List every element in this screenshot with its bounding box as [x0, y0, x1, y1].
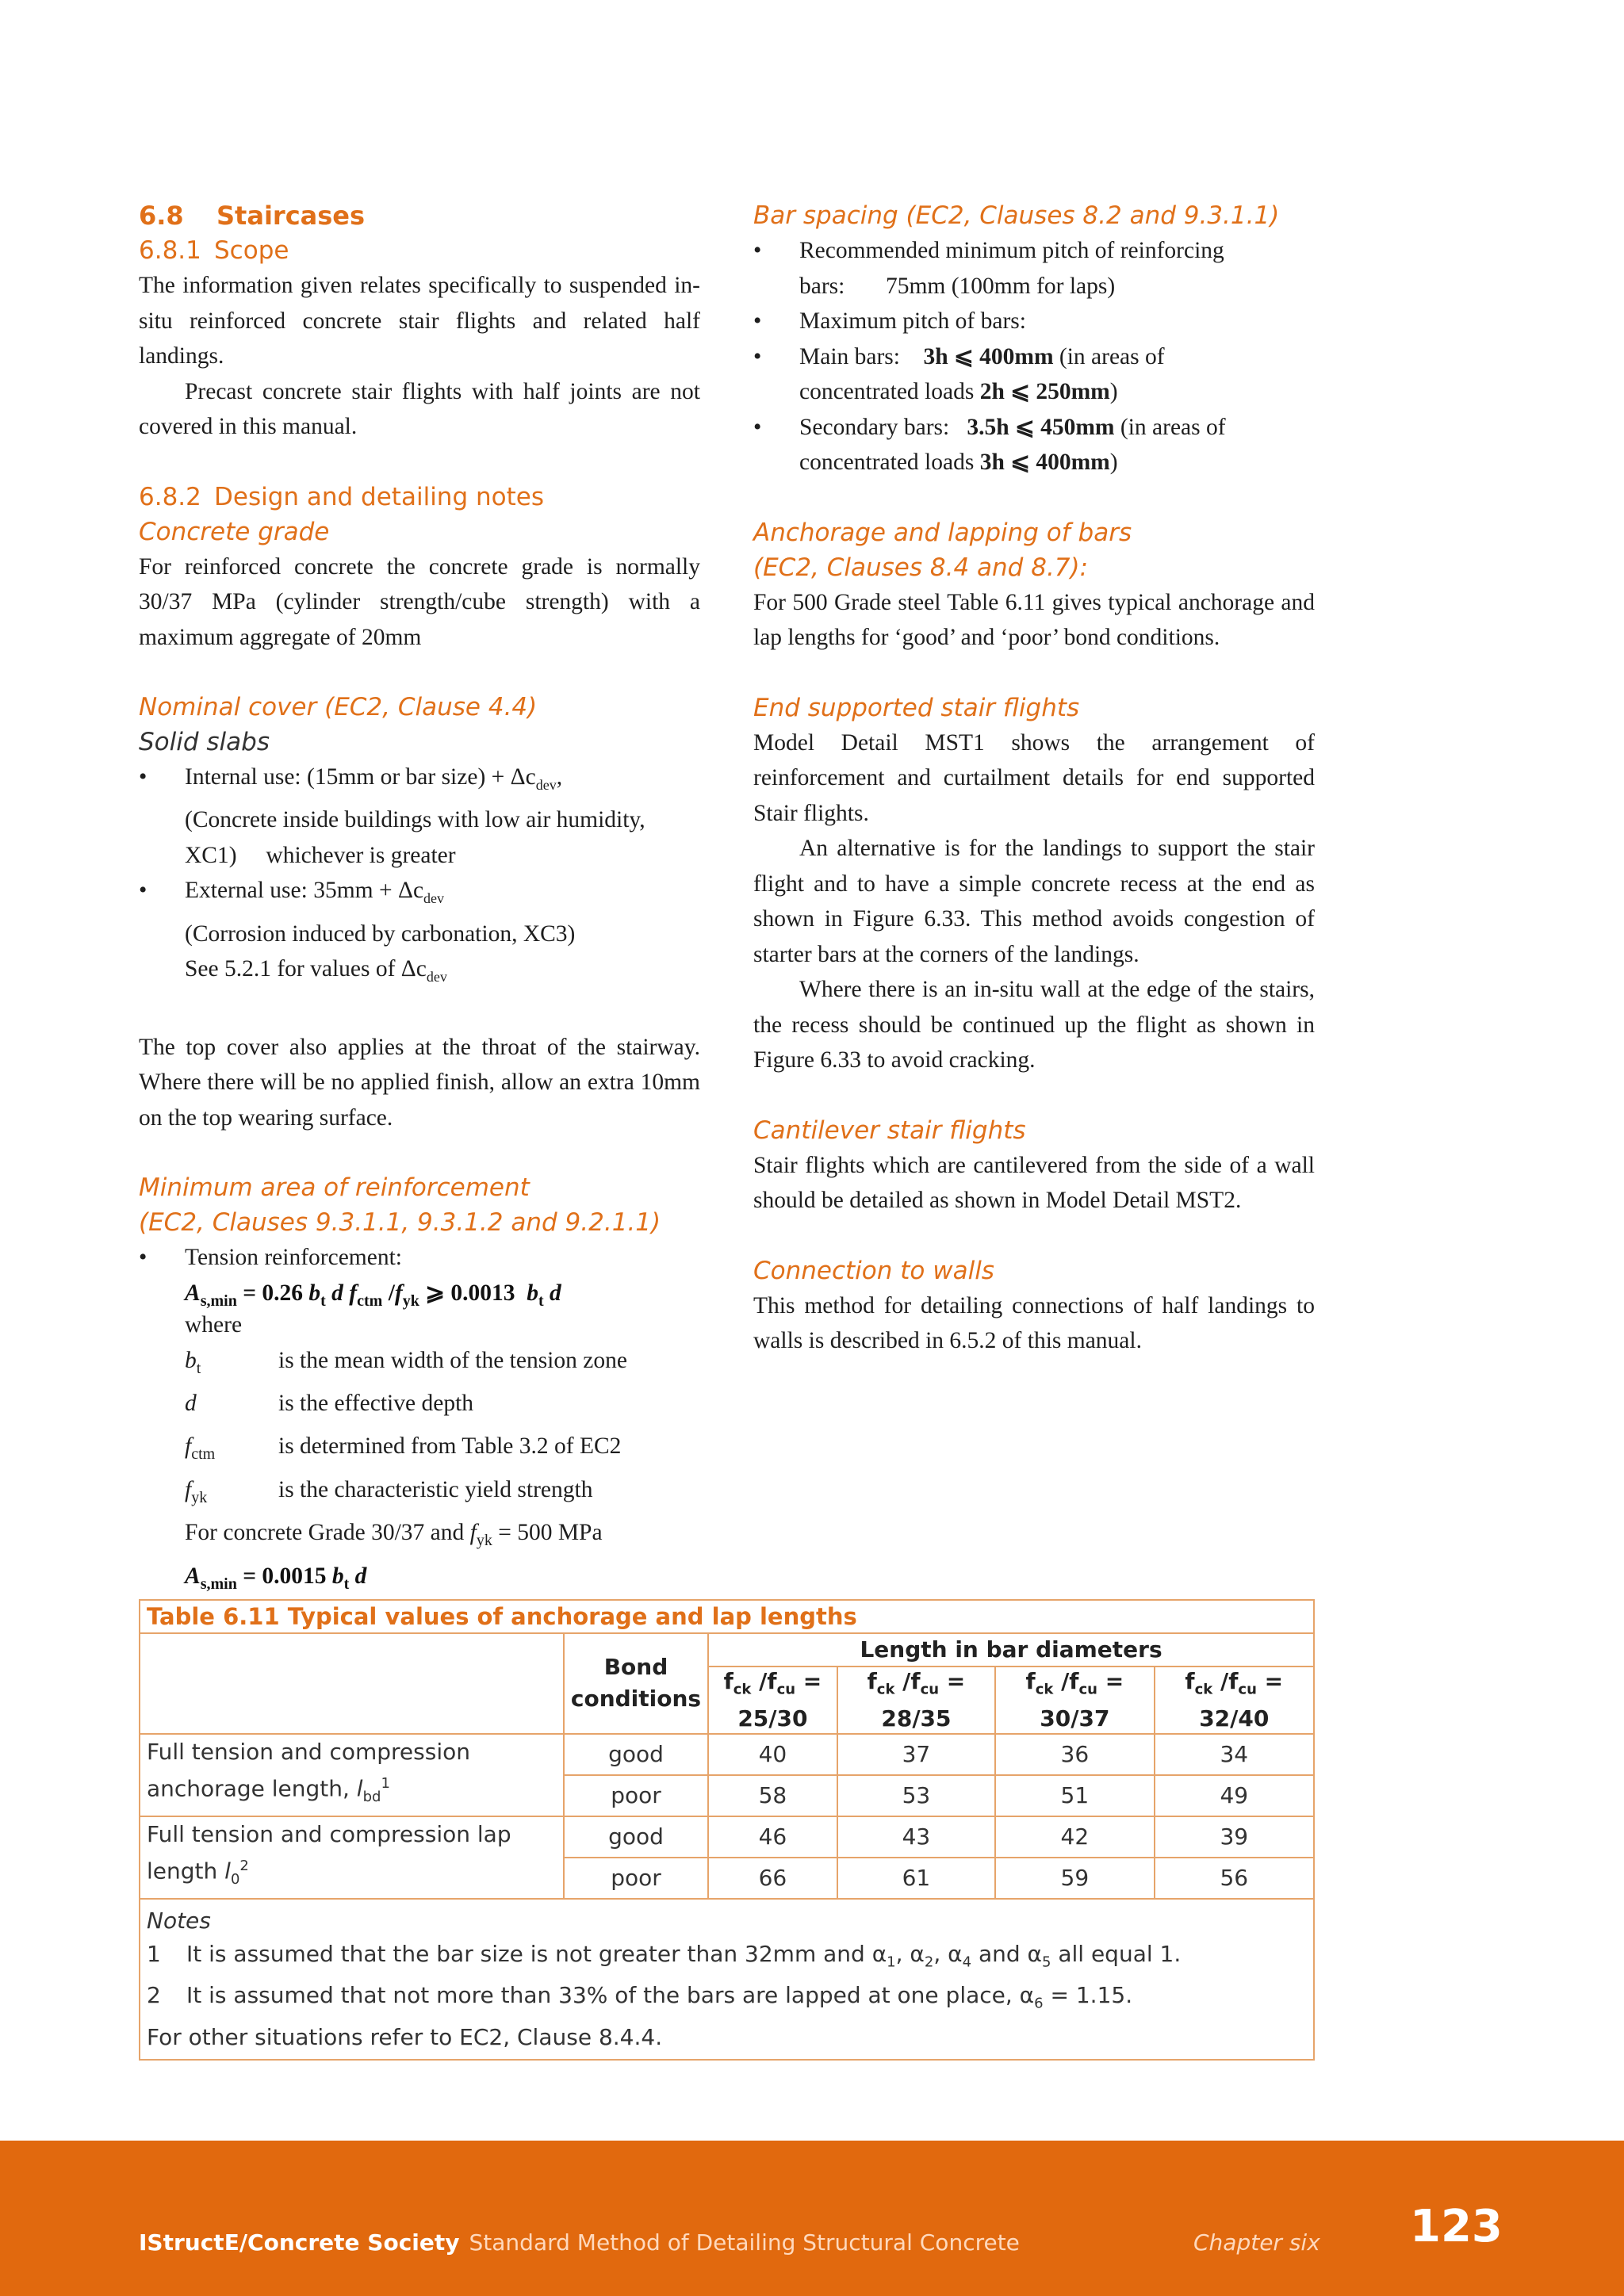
- external-use-bullet: [139, 873, 700, 994]
- secondary-bars-bullet: [753, 410, 1315, 480]
- footnote-ref: 2: [239, 1858, 249, 1875]
- internal-use-text: Internal use: (15mm or bar size) + Δc: [185, 764, 536, 790]
- max-pitch-bullet: • Maximum pitch of bars:: [753, 304, 1315, 339]
- symbol: l: [224, 1858, 231, 1885]
- grade-line: For concrete Grade 30/37 and $f_{yk} = 500$ MPa: [185, 1520, 603, 1550]
- solid-slabs-heading: Solid slabs: [139, 728, 270, 756]
- scope-paragraph-2: Precast concrete stair flights with half joints are not covered in this manual.: [139, 378, 700, 439]
- grade-value: 32/40: [1199, 1705, 1270, 1732]
- paren: ): [1109, 450, 1118, 475]
- table-row: [140, 1734, 1313, 1775]
- subsection-heading-scope: [139, 233, 700, 268]
- note-text: It is assumed that not more than 33% of the bars are lapped at one place, α: [186, 1982, 1035, 2009]
- min-pitch-bullet: [753, 233, 1315, 304]
- subscript: dev: [423, 890, 445, 907]
- concrete-grade-heading: Concrete grade: [139, 517, 330, 546]
- main-bars-conc-value: 2h ⩽ 250mm: [979, 379, 1110, 404]
- bond-poor: poor: [564, 1775, 708, 1816]
- def-text: is the effective depth: [278, 1390, 474, 1416]
- definition-row: [139, 1472, 700, 1515]
- footer-brand: [139, 2229, 1020, 2256]
- table-cell: 53: [837, 1775, 995, 1816]
- paren: ): [1109, 379, 1118, 404]
- secondary-bars-conc-value: 3h ⩽ 400mm: [979, 450, 1110, 475]
- def-symbol: $f_{yk}$: [185, 1476, 208, 1506]
- internal-use-line-2: (Concrete inside buildings with low air humidity,: [185, 807, 645, 833]
- main-bars-bullet: [753, 339, 1315, 410]
- bond-poor: poor: [564, 1858, 708, 1899]
- where-label: where: [185, 1312, 243, 1338]
- subsection-heading-design: [139, 480, 700, 515]
- comma: ,: [556, 764, 563, 790]
- row-label-text: Full tension and compression anchorage length,: [147, 1739, 470, 1802]
- min-pitch-line-1: Recommended minimum pitch of reinforcing: [799, 238, 1224, 263]
- table-title: Table 6.11 Typical values of anchorage and lap lengths: [140, 1601, 1313, 1634]
- def-text: is determined from Table 3.2 of EC2: [278, 1433, 622, 1460]
- def-text: is the characteristic yield strength: [278, 1476, 593, 1502]
- anchorage-heading-line-1: Anchorage and lapping of bars: [753, 518, 1132, 547]
- row-label-text: Full tension and compression lap length: [147, 1821, 511, 1885]
- definition-row: [139, 1386, 700, 1429]
- secondary-bars-note: (in areas of: [1114, 414, 1226, 440]
- subscript: 0: [230, 1871, 240, 1888]
- min-area-heading: [139, 1170, 700, 1240]
- tension-bullet: • Tension reinforcement:: [139, 1240, 700, 1276]
- grade-value: 28/35: [881, 1705, 952, 1732]
- table-cell: 51: [995, 1775, 1154, 1816]
- internal-use-bullet: [139, 760, 700, 873]
- grade-line-text: For concrete Grade 30/37 and: [185, 1520, 470, 1546]
- length-header: Length in bar diameters: [708, 1634, 1313, 1667]
- grade-line-value: = 500 MPa: [492, 1520, 603, 1546]
- def-text: is the mean width of the tension zone: [278, 1347, 627, 1373]
- end-supported-paragraph-3: Where there is an in-situ wall at the edge of the stairs, the recess should be continued up the flight as shown in Figure 6.33 to avoid cracking.: [753, 977, 1315, 1073]
- def-symbol: $f_{ctm}$: [185, 1433, 216, 1464]
- main-bars-note: (in areas of: [1053, 343, 1165, 369]
- def-symbol: d: [185, 1390, 197, 1416]
- nominal-cover-heading: Nominal cover (EC2, Clause 4.4): [139, 693, 538, 721]
- secondary-bars-value: 3.5h ⩽ 450mm: [967, 414, 1115, 440]
- subscript: dev: [535, 776, 557, 793]
- bar-spacing-heading: Bar spacing (EC2, Clauses 8.2 and 9.3.1.1): [753, 201, 1280, 230]
- table-cell: 42: [995, 1816, 1154, 1858]
- table-cell: 43: [837, 1816, 995, 1858]
- footer-publication: Standard Method of Detailing Structural Concrete: [469, 2229, 1020, 2256]
- external-use-line-2: (Corrosion induced by carbonation, XC3): [185, 920, 576, 947]
- min-area-heading-line-1: Minimum area of reinforcement: [139, 1173, 530, 1203]
- symbol: l: [356, 1775, 363, 1802]
- main-bars-line-2: concentrated loads: [799, 379, 980, 404]
- formula-as-min: $A_{s,min} = 0.26$ $b_t$ d $f_{ctm}$ $/f_{yk}$ ⩾ 0.0013 $b_t$ d: [185, 1280, 561, 1310]
- end-supported-paragraph-1: Model Detail MST1 shows the arrangement of reinforcement and curtailment details for end supported Stair flights.: [753, 729, 1315, 826]
- grade-value: 25/30: [737, 1705, 808, 1732]
- subscript: dev: [426, 969, 447, 985]
- cantilever-heading: Cantilever stair flights: [753, 1115, 1026, 1145]
- table-cell: 40: [708, 1734, 837, 1775]
- table-cell: 58: [708, 1775, 837, 1816]
- anchorage-paragraph: For 500 Grade steel Table 6.11 gives typical anchorage and lap lengths for ‘good’ and ‘poor’ bond conditions.: [753, 589, 1315, 650]
- grade-header: $f_{ck}$ $/f_{cu}$ = 30/37: [995, 1667, 1154, 1734]
- external-use-line-3: See 5.2.1 for values of Δc: [185, 956, 427, 982]
- row-label-lap: [140, 1816, 564, 1899]
- table-cell: 39: [1155, 1816, 1313, 1858]
- def-symbol: $b_t$: [185, 1347, 201, 1377]
- definitions-list: [139, 1343, 700, 1516]
- note-3: For other situations refer to EC2, Clause 8.4.4.: [147, 2023, 663, 2050]
- concrete-grade-paragraph: For reinforced concrete the concrete grade is normally 30/37 MPa (cylinder strength/cube strength) with a maximum aggregate of 20mm: [139, 553, 700, 650]
- note-number: 2: [147, 1982, 161, 2009]
- bond-good: good: [564, 1816, 708, 1858]
- min-area-heading-line-2: (EC2, Clauses 9.3.1.1, 9.3.1.2 and 9.2.1.1): [139, 1208, 661, 1238]
- cantilever-paragraph: Stair flights which are cantilevered from the side of a wall should be detailed as shown in Model Detail MST2.: [753, 1152, 1315, 1213]
- top-cover-paragraph: The top cover also applies at the throat of the stairway. Where there will be no applied finish, allow an extra 10mm on the top wearing surface.: [139, 1034, 700, 1131]
- footer-chapter: Chapter six: [1193, 2229, 1320, 2256]
- section-number: 6.8: [139, 201, 184, 231]
- anchorage-lap-table: [139, 1599, 1315, 2061]
- right-column: [753, 198, 1315, 1359]
- table-cell: 66: [708, 1858, 837, 1899]
- table-header-row: [140, 1634, 1313, 1667]
- note-1: 1 It is assumed that the bar size is not greater than 32mm and $\alpha_1$, $\alpha_2$, $\alpha_4$ and $\alpha_5$ all equal 1.: [147, 1938, 1307, 1980]
- secondary-bars-line-2: concentrated loads: [799, 450, 980, 475]
- end-supported-heading: End supported stair flights: [753, 693, 1080, 722]
- anchorage-heading: [753, 515, 1315, 585]
- bond-good: good: [564, 1734, 708, 1775]
- subsection-number: 6.8.1: [139, 236, 201, 265]
- note-2: 2 It is assumed that not more than 33% of the bars are lapped at one place, $\alpha_6 = 1.15$.: [147, 1979, 1307, 2021]
- connection-heading: Connection to walls: [753, 1256, 994, 1285]
- grade-header: $f_{ck}$ $/f_{cu}$ = 28/35: [837, 1667, 995, 1734]
- row-label-anchorage: [140, 1734, 564, 1816]
- grade-value: 30/37: [1040, 1705, 1110, 1732]
- table-grid: [140, 1634, 1313, 1900]
- footer-org: IStructE/Concrete Society: [139, 2229, 460, 2256]
- page-number: 123: [1410, 2201, 1503, 2252]
- footnote-ref: 1: [381, 1775, 390, 1793]
- main-bars-value: 3h ⩽ 400mm: [923, 343, 1054, 369]
- grade-header: $f_{ck}$ $/f_{cu}$ = 32/40: [1155, 1667, 1313, 1734]
- subsection-title: Design and detailing notes: [214, 482, 544, 511]
- table-cell: 61: [837, 1858, 995, 1899]
- table-row: [140, 1816, 1313, 1858]
- subsection-title: Scope: [214, 236, 289, 265]
- min-pitch-line-2: bars: 75mm (100mm for laps): [799, 273, 1116, 299]
- secondary-bars-label: Secondary bars:: [799, 414, 967, 440]
- connection-paragraph: This method for detailing connections of half landings to walls is described in 6.5.2 of this manual.: [753, 1292, 1315, 1353]
- section-heading: [139, 198, 700, 233]
- table-cell: 49: [1155, 1775, 1313, 1816]
- end-supported-paragraph-2: An alternative is for the landings to support the stair flight and to have a simple concrete recess at the end as shown in Figure 6.33. This method avoids congestion of starter bars at the corners of the landings.: [753, 836, 1315, 967]
- anchorage-heading-line-2: (EC2, Clauses 8.4 and 8.7):: [753, 553, 1089, 582]
- section-title: Staircases: [216, 201, 366, 231]
- table-cell: 56: [1155, 1858, 1313, 1899]
- definition-row: [139, 1343, 700, 1386]
- empty-header-cell: [140, 1634, 564, 1734]
- table-cell: 46: [708, 1816, 837, 1858]
- scope-paragraph-1: The information given relates specifically to suspended in-situ reinforced concrete stair flights and related half landings.: [139, 273, 700, 369]
- main-bars-label: Main bars:: [799, 343, 924, 369]
- note-text: It is assumed that the bar size is not greater than 32mm and α: [186, 1940, 887, 1967]
- subsection-number: 6.8.2: [139, 482, 201, 511]
- notes-label: Notes: [147, 1907, 211, 1934]
- grade-header: $f_{ck}$ $/f_{cu}$ = 25/30: [708, 1667, 837, 1734]
- table-cell: 36: [995, 1734, 1154, 1775]
- table-cell: 37: [837, 1734, 995, 1775]
- formula-as-min-value: $A_{s,min} = 0.0015$ $b_t$ d: [185, 1563, 367, 1593]
- table-notes: [140, 1900, 1313, 2059]
- table-cell: 34: [1155, 1734, 1313, 1775]
- page-footer: [0, 2141, 1624, 2296]
- note-number: 1: [147, 1940, 161, 1967]
- bond-conditions-header: Bond conditions: [564, 1634, 708, 1734]
- external-use-text: External use: 35mm + Δc: [185, 878, 424, 904]
- left-column: [139, 198, 700, 1601]
- definition-row: [139, 1429, 700, 1471]
- subscript: bd: [362, 1789, 381, 1806]
- table-cell: 59: [995, 1858, 1154, 1899]
- internal-use-line-3: XC1) whichever is greater: [185, 842, 456, 868]
